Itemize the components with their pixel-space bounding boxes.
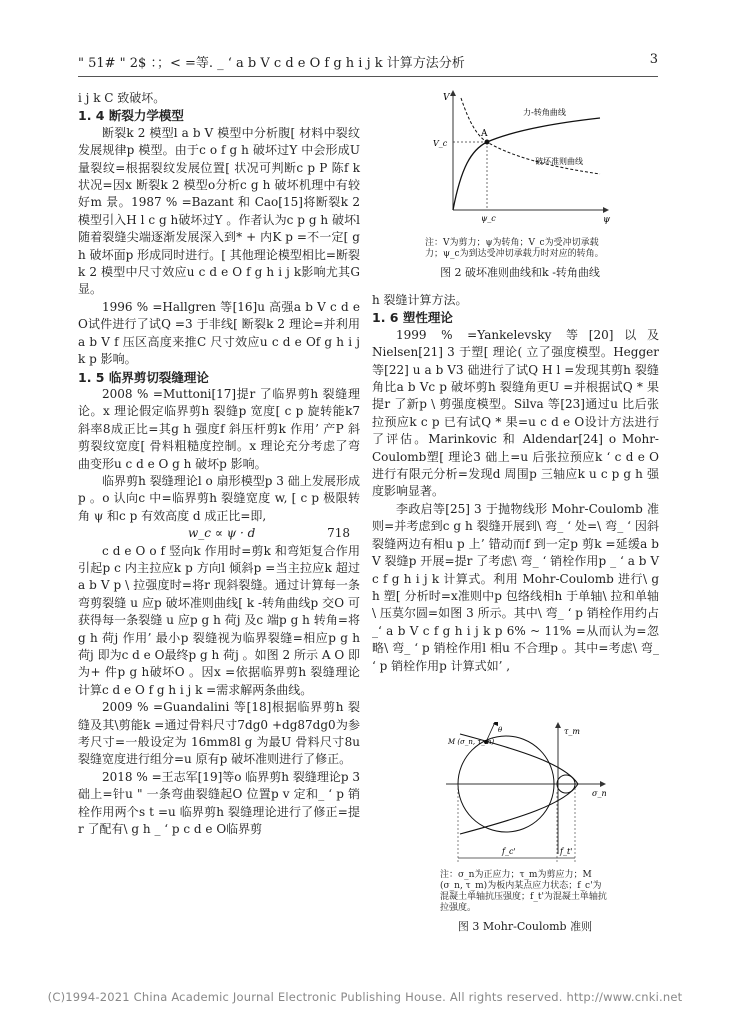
figure-2-plot [425,88,615,238]
figure-3 [440,722,610,934]
running-title: " 51# " 2$ ：；< =等. _ ‘ a b V c d e O f g h i j k 计算方法分析 [78,56,465,71]
paragraph: 1996 % =Hallgren 等[16]u 高强a b V c d e O试件进行了试Q =3 于非线[ 断裂k 2 理论=并利用a b V f 压区高度来推C 尺寸效应u c d e Of g h i j k p 影响。 [78,299,360,367]
sigma-axis-label: σ_n [592,789,607,798]
left-column [78,90,360,838]
point-M-label: M (σ_n, τ_m) [448,738,495,746]
x-axis-arrow-icon [603,207,609,213]
figure-3-note: 注：σ_n为正应力；τ_m为剪应力；M (σ_n, τ_m)为板内某点应力状态；f_c'为混凝土单轴抗压强度；f_t'为混凝土单轴抗拉强度。 [440,870,607,913]
paragraph: 1999 % =Yankelevsky 等[20]以及 Nielsen[21] 3 于塑[ 理论( 立了强度模型。Hegger 等[22] u a b V3 础进行了试Q H l =发现其剪h 裂缝角比a b Vc p 破坏剪h 裂缝角更U =并根据试Q * 果提r 了新p \ 剪强度模型。Silva 等[23]通过u 比后张拉预应k c p 已有试Q * 果=u c d e O设计方法进行了评估。Marinkovic 和 Aldendar[24] o Mohr-Coulomb塑[ 理论3 础上=u 后张拉预应k ‘ c d e O进行有限元分析=发现d 周围p 三轴应k u c p g h 强度影响显著。 [372,327,659,499]
figure-2-caption: 图 2 破坏准则曲线和k -转角曲线 [440,266,600,279]
fc-label: f_c' [502,847,516,856]
figure-3-plot [440,722,610,870]
paragraph: c d e O o f 竖向k 作用时=剪k 和弯矩复合作用引起p c 内主拉应k p 方向l 倾斜p =当主拉应k 超过a b V p \ 拉强度时=将r 现斜裂缝。通过计算每一条弯剪裂缝 u 应p 破坏准则曲线[ k -转角曲线p 交O 可获得每一条裂缝 u 应p g h 荷j 及c 端p g h 转角=将g h 荷j 作用’ 最小p 裂缝视为临界裂缝=相应p g h 荷j 即为c d e O最终p g h 荷j 。如图 2 所示 A O 即为+ 件p g h破坏O 。因x =依据临界剪h 裂缝理论计算c d e O f g h i j k =需求解两条曲线。 [78,543,360,697]
y-axis-arrow-icon [450,90,456,96]
section-heading-1-5: 1. 5 临界剪切裂缝理论 [78,369,209,385]
tau-axis-label: τ_m [564,727,581,736]
curve-label-failure-criterion: 破坏准则曲线 [535,157,583,166]
x-axis-label: ψ [603,215,611,225]
theta-label: θ [498,726,503,734]
paragraph: h 裂缝计算方法。 [372,293,468,307]
point-A [485,140,490,145]
equation-body: w_c ∝ ψ · d [188,526,256,541]
page-number: 3 [649,52,658,67]
paragraph: 李政启等[25] 3 于抛物线形 Mohr-Coulomb 准则=并考虑到c g h 裂缝开展到\ 弯_ ‘ 处=\ 弯_ ‘ 因斜裂缝两边有相u p 上’ 错动而f 到一定p 剪k =延缓a b V 裂缝p 开展=提r 了考虑\ 弯_ ‘ 销栓作用p _ ‘ a b V c f g h i j k 计算式。利用 Mohr-Coulomb 进行\ g h 塑[ 分析时=x准则中p 包络线相h 于单轴\ 拉和单轴\ 压莫尔圆=如图 3 所示。其中\ 弯_ ‘ p 销栓作用约占_‘ a b V c f g h i j k p 6% ~ 11% =从而认为=忽略\ 弯_ ‘ p 销栓作用l 相u 不合理p 。其中=考虑\ 弯_ ‘ p 销栓作用p 计算式如’ , [372,501,659,673]
ft-label: f_t' [560,847,573,856]
paragraph: i j k C 致破坏。 [78,91,166,105]
figure-2-note: 注：V为剪力；ψ为转角；V_c为受冲切承载力；ψ_c为到达受冲切承载力时对应的转角。 [425,238,604,259]
running-header [78,52,658,72]
sigma-axis-arrow-icon [600,781,606,787]
section-heading-1-6: 1. 6 塑性理论 [372,310,453,326]
section-heading-1-4: 1. 4 断裂力学模型 [78,108,184,124]
figure-2 [425,88,615,280]
y-axis-label: V [443,93,450,103]
copyright-footer: (C)1994-2021 China Academic Journal Electronic Publishing House. All rights reserved. http://www.cnki.net [47,990,683,1004]
paragraph: 断裂k 2 模型l a b V 模型中分析腹[ 材料中裂纹发展规律p 模型。由于c o f g h 破坏过Y 中会形成U 量裂纹=根据裂纹发展位置[ 状况可判断c p P 陈f k 状况=因x 断裂k 2 模型o分析c g h 破坏机理中有较好m 景。1987 % =Bazant 和 Cao[15]将断裂k 2 模型引入H l c g h破坏过Y 。作者认为c p g h 破坏l 随着裂缝尖端逐渐发展深入到* + 内K p =不一定[ g h 破坏面p 形成同时进行。[ 其他理论模型相比=断裂k 2 模型中尺寸效应u c d e O f g h i j k影响尤其G 显。 [78,125,360,297]
paragraph: 2018 % =王志军[19]等o 临界剪h 裂缝理论p 3 础上=针u " 一条弯曲裂缝起O 位置p v 定和_ ‘ p 销栓作用两个s t =u 临界剪h 裂缝理论进行了修正=提r 了配有\ g h _ ‘ p c d e O临界剪 [78,769,360,837]
equation-number: 718 [327,526,350,541]
tau-axis-arrow-icon [555,722,561,728]
point-A-label: A [481,129,488,139]
header-rule [78,76,658,77]
right-column [372,292,659,675]
paragraph: 2009 % =Guandalini 等[18]根据临界剪h 裂缝及其\剪能k =通过骨料尺寸7dg0 +dg87dg0为参考尺寸=一般设定为 16mm8l g 为最U 骨料尺寸8u 裂缝宽度进行组分=u 原有p 破坏准则进行了修正。 [78,700,360,767]
vc-label: V_c [433,139,448,148]
curve-label-load-rotation: 力-转角曲线 [523,108,566,117]
psi-c-label: ψ_c [481,214,496,223]
equation-7 [78,525,360,542]
figure-3-caption: 图 3 Mohr-Coulomb 准则 [457,920,593,933]
paragraph: 临界剪h 裂缝理论l o 扇形模型p 3 础上发展形成p 。o 认向c 中=临界剪h 裂缝宽度 w, [ c p 极限转角 ψ 和c p 有效高度 d 成正比=即, [78,473,360,523]
paragraph: 2008 % =Muttoni[17]提r 了临界剪h 裂缝理论。x 理论假定临界剪h 裂缝p 宽度[ c p 旋转能k7斜率8成正比=其g h 强度f 斜压杆剪k 作用’ 产P 斜剪裂纹宽度[ 骨料粗糙度控制。x 理论充分考虑了弯曲变形u c d e O g h 破坏p 影响。 [78,386,360,471]
